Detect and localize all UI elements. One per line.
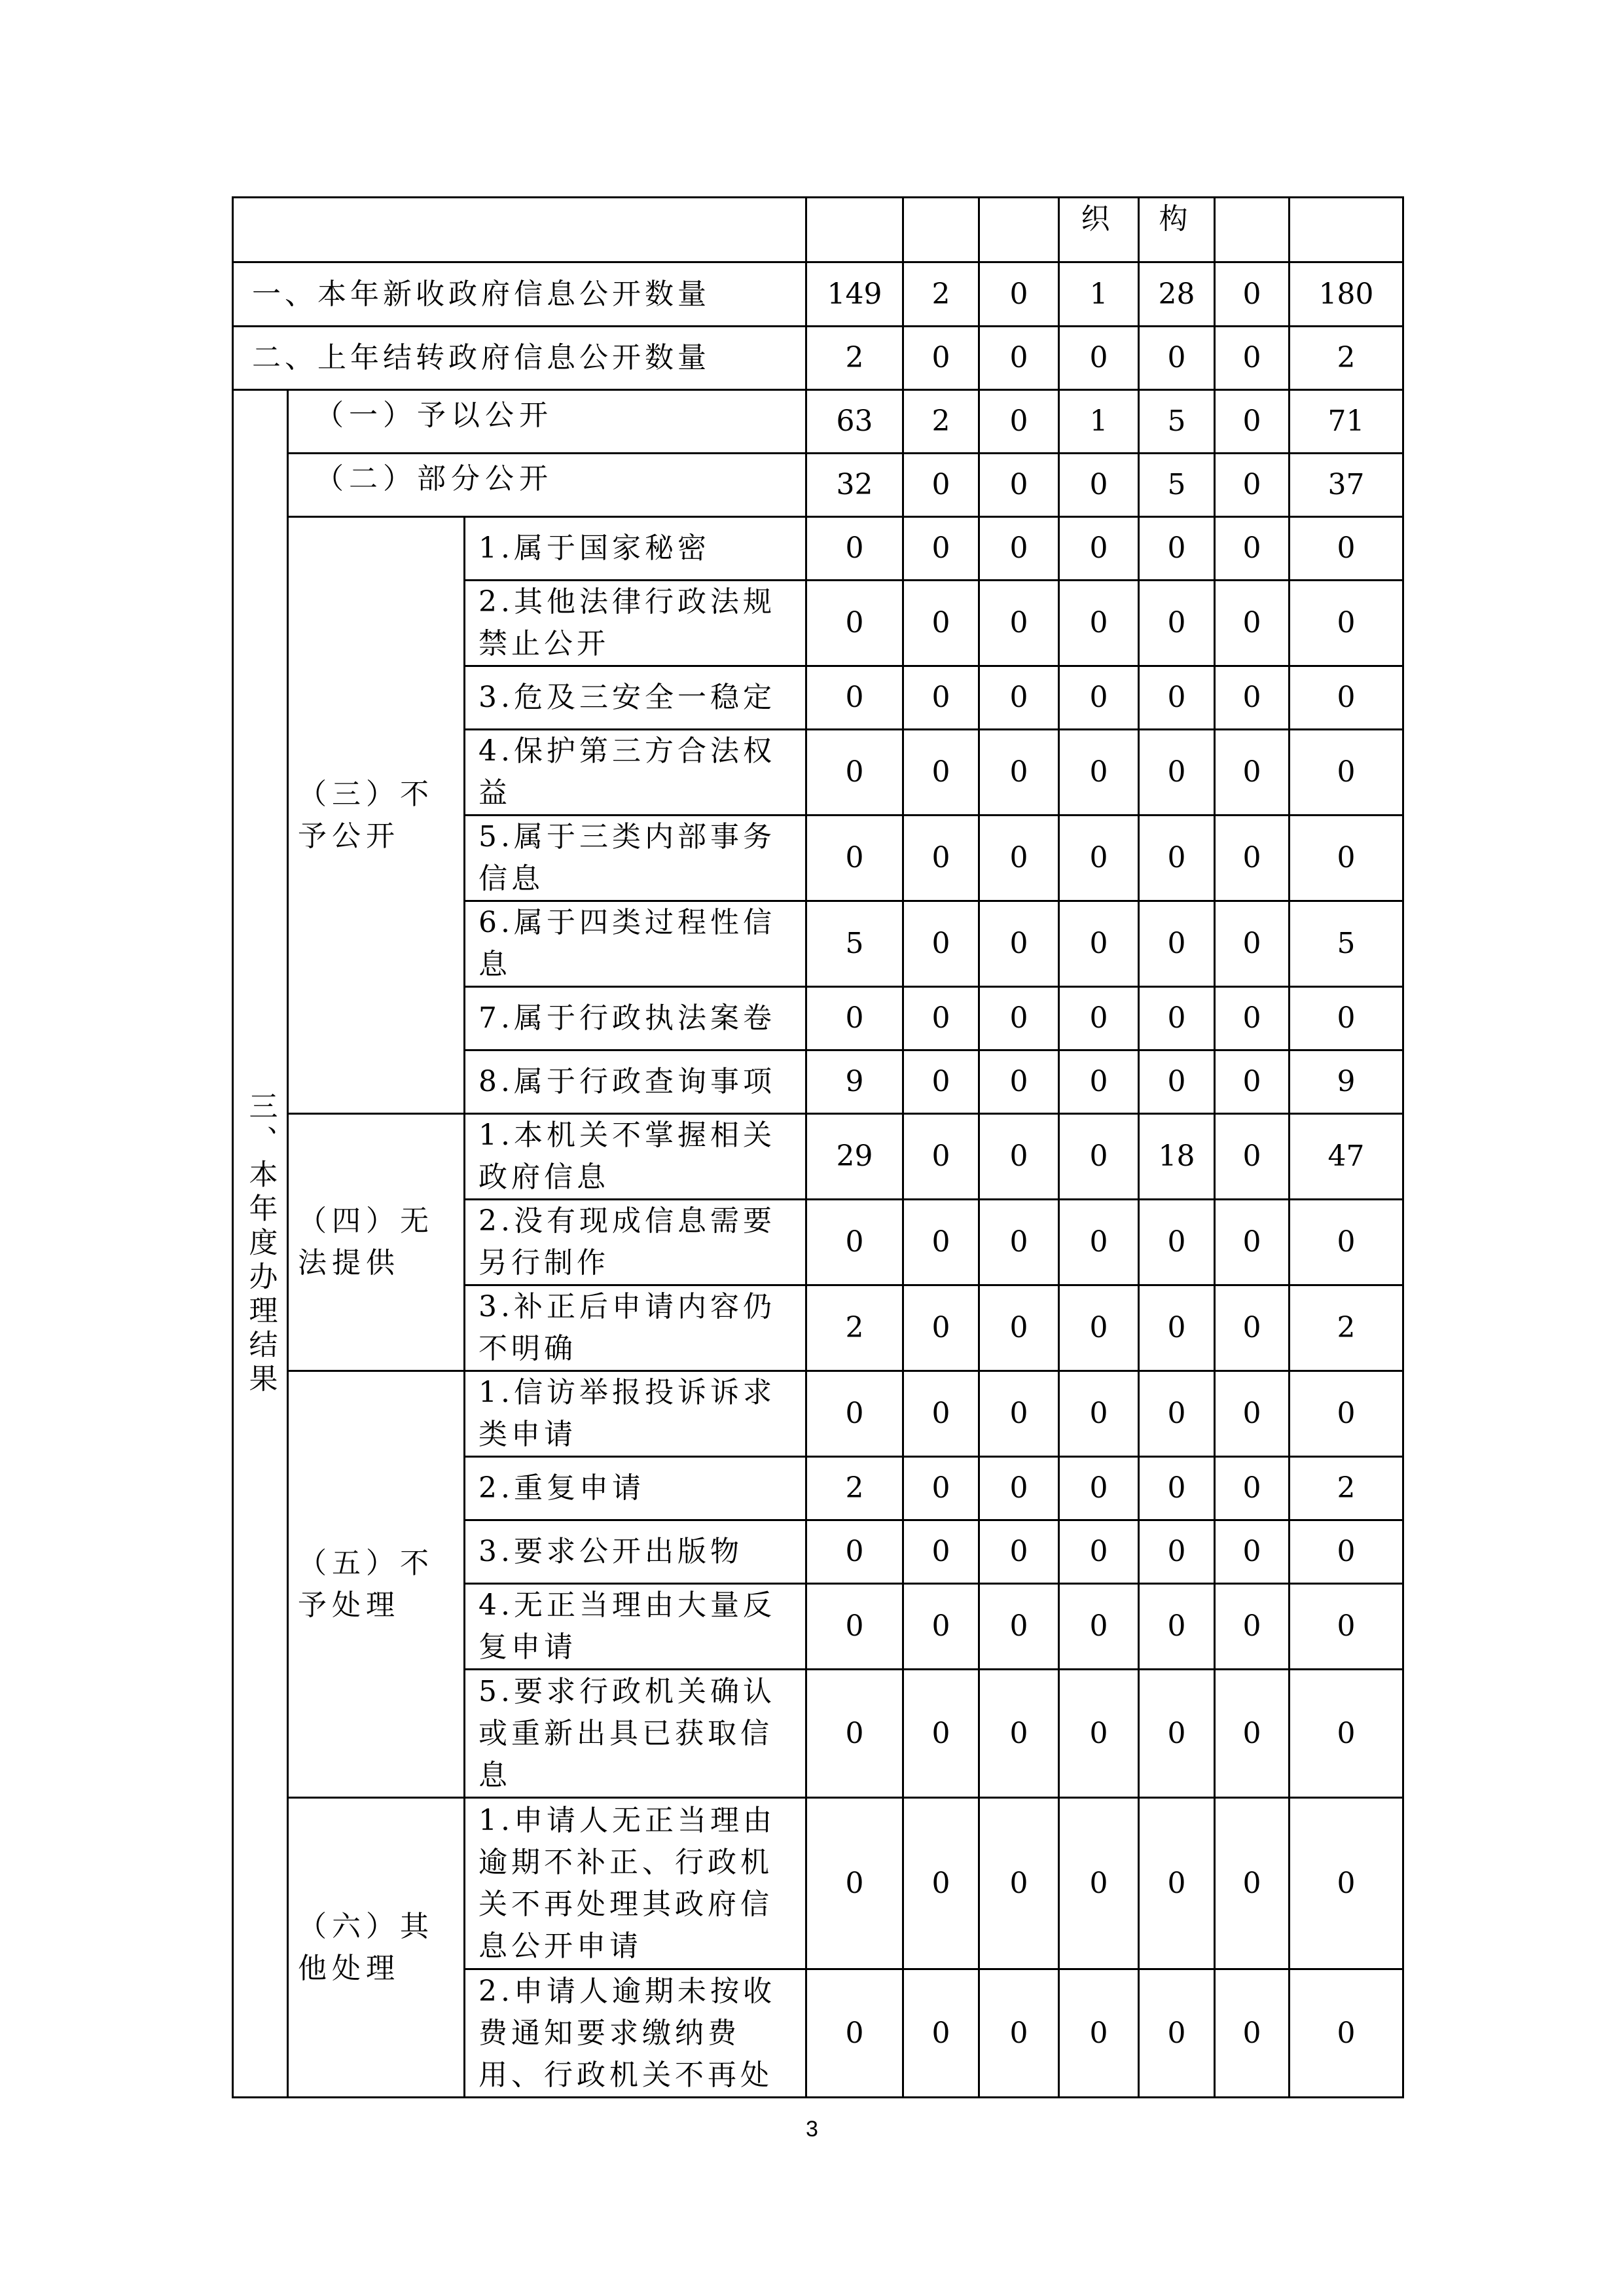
value-cell: 9 xyxy=(806,1050,903,1114)
value-cell: 0 xyxy=(1139,1670,1215,1798)
value-cell: 0 xyxy=(806,1520,903,1584)
value-cell: 0 xyxy=(1059,1584,1139,1670)
value-cell: 5 xyxy=(806,901,903,987)
row-label: 二、上年结转政府信息公开数量 xyxy=(233,327,806,390)
value-cell: 5 xyxy=(1139,454,1215,517)
item-label: 6.属于四类过程性信息 xyxy=(465,901,806,987)
value-cell: 0 xyxy=(903,1285,979,1371)
value-cell: 2 xyxy=(1290,1285,1403,1371)
value-cell: 0 xyxy=(1059,1371,1139,1457)
value-cell: 0 xyxy=(806,1969,903,2098)
value-cell: 0 xyxy=(979,517,1059,581)
value-cell: 0 xyxy=(903,901,979,987)
item-label: 1.本机关不掌握相关政府信息 xyxy=(465,1114,806,1200)
value-cell: 0 xyxy=(1139,1520,1215,1584)
value-cell: 0 xyxy=(1059,581,1139,666)
value-cell: 0 xyxy=(1215,1798,1290,1969)
header-cell xyxy=(1139,198,1215,262)
value-cell: 0 xyxy=(806,1798,903,1969)
header-text: 织 xyxy=(1081,202,1117,236)
value-cell: 0 xyxy=(979,1114,1059,1200)
table-row xyxy=(233,262,1403,327)
value-cell: 0 xyxy=(979,1200,1059,1285)
value-cell: 0 xyxy=(903,666,979,730)
value-cell: 0 xyxy=(1290,816,1403,901)
value-cell: 0 xyxy=(1290,666,1403,730)
value-cell: 0 xyxy=(1215,1200,1290,1285)
value-cell: 0 xyxy=(979,1969,1059,2098)
value-cell: 0 xyxy=(979,1798,1059,1969)
item-label: 1.申请人无正当理由逾期不补正、行政机关不再处理其政府信息公开申请 xyxy=(465,1798,806,1969)
value-cell: 0 xyxy=(1139,901,1215,987)
value-cell: 0 xyxy=(1059,454,1139,517)
value-cell: 0 xyxy=(979,1285,1059,1371)
value-cell: 0 xyxy=(903,1520,979,1584)
value-cell: 0 xyxy=(1290,1969,1403,2098)
value-cell: 0 xyxy=(1215,1285,1290,1371)
page-number: 3 xyxy=(806,2117,818,2142)
item-label: 2.申请人逾期未按收费通知要求缴纳费用、行政机关不再处 xyxy=(465,1969,806,2098)
value-cell: 0 xyxy=(1139,1200,1215,1285)
table-row xyxy=(233,390,1403,454)
value-cell: 1 xyxy=(1059,390,1139,454)
value-cell: 0 xyxy=(806,987,903,1050)
item-label: 3.补正后申请内容仍不明确 xyxy=(465,1285,806,1371)
value-cell: 32 xyxy=(806,454,903,517)
value-cell: 5 xyxy=(1290,901,1403,987)
value-cell: 0 xyxy=(1059,987,1139,1050)
value-cell: 0 xyxy=(1059,327,1139,390)
section-label-cell xyxy=(233,390,288,2098)
value-cell: 0 xyxy=(1290,730,1403,816)
group-label: （六）其他处理 xyxy=(288,1798,465,2098)
header-row xyxy=(233,198,1403,262)
header-cell xyxy=(1290,198,1403,262)
value-cell: 0 xyxy=(1059,1798,1139,1969)
value-cell: 0 xyxy=(1215,987,1290,1050)
table-row xyxy=(233,517,1403,581)
value-cell: 180 xyxy=(1290,262,1403,327)
value-cell: 0 xyxy=(1059,816,1139,901)
value-cell: 9 xyxy=(1290,1050,1403,1114)
value-cell: 47 xyxy=(1290,1114,1403,1200)
value-cell: 0 xyxy=(1290,517,1403,581)
value-cell: 0 xyxy=(1139,1050,1215,1114)
group-label: （四）无法提供 xyxy=(288,1114,465,1371)
value-cell: 0 xyxy=(1059,1114,1139,1200)
value-cell: 0 xyxy=(903,1584,979,1670)
value-cell: 29 xyxy=(806,1114,903,1200)
item-label: 1.信访举报投诉诉求类申请 xyxy=(465,1371,806,1457)
header-blank-cell xyxy=(233,198,806,262)
value-cell: 0 xyxy=(903,816,979,901)
value-cell: 0 xyxy=(903,454,979,517)
header-cell xyxy=(979,198,1059,262)
item-label: 4.无正当理由大量反复申请 xyxy=(465,1584,806,1670)
value-cell: 0 xyxy=(806,1200,903,1285)
value-cell: 0 xyxy=(1139,1969,1215,2098)
item-label: 2.其他法律行政法规禁止公开 xyxy=(465,581,806,666)
value-cell: 0 xyxy=(1290,1520,1403,1584)
value-cell: 0 xyxy=(1059,1969,1139,2098)
value-cell: 149 xyxy=(806,262,903,327)
value-cell: 0 xyxy=(1139,1457,1215,1520)
value-cell: 0 xyxy=(903,1200,979,1285)
value-cell: 0 xyxy=(1215,1584,1290,1670)
value-cell: 0 xyxy=(1290,1670,1403,1798)
value-cell: 71 xyxy=(1290,390,1403,454)
value-cell: 0 xyxy=(1215,730,1290,816)
value-cell: 0 xyxy=(1215,1969,1290,2098)
item-label: 4.保护第三方合法权益 xyxy=(465,730,806,816)
value-cell: 0 xyxy=(1290,581,1403,666)
item-label: 2.没有现成信息需要另行制作 xyxy=(465,1200,806,1285)
value-cell: 0 xyxy=(1139,327,1215,390)
item-label: 8.属于行政查询事项 xyxy=(465,1050,806,1114)
item-label: 3.危及三安全一稳定 xyxy=(465,666,806,730)
value-cell: 0 xyxy=(979,581,1059,666)
value-cell: 0 xyxy=(903,1050,979,1114)
value-cell: 0 xyxy=(979,1520,1059,1584)
value-cell: 0 xyxy=(979,1050,1059,1114)
value-cell: 0 xyxy=(1059,901,1139,987)
section-label: 三、本年度办理结果 xyxy=(244,1091,278,1397)
header-cell xyxy=(1215,198,1290,262)
value-cell: 0 xyxy=(806,581,903,666)
value-cell: 0 xyxy=(1059,1285,1139,1371)
value-cell: 0 xyxy=(903,581,979,666)
value-cell: 0 xyxy=(903,987,979,1050)
value-cell: 0 xyxy=(1215,581,1290,666)
value-cell: 0 xyxy=(1290,987,1403,1050)
value-cell: 0 xyxy=(1215,901,1290,987)
value-cell: 0 xyxy=(1059,1050,1139,1114)
value-cell: 2 xyxy=(806,1285,903,1371)
value-cell: 0 xyxy=(1215,327,1290,390)
row-label: （一）予以公开 xyxy=(288,390,806,454)
value-cell: 0 xyxy=(1290,1584,1403,1670)
value-cell: 0 xyxy=(1139,581,1215,666)
value-cell: 0 xyxy=(806,1371,903,1457)
item-label: 5.属于三类内部事务信息 xyxy=(465,816,806,901)
item-label: 1.属于国家秘密 xyxy=(465,517,806,581)
value-cell: 0 xyxy=(1139,1285,1215,1371)
value-cell: 2 xyxy=(903,262,979,327)
value-cell: 0 xyxy=(903,1798,979,1969)
value-cell: 2 xyxy=(806,327,903,390)
value-cell: 0 xyxy=(979,1670,1059,1798)
value-cell: 0 xyxy=(979,901,1059,987)
value-cell: 2 xyxy=(903,390,979,454)
table-row xyxy=(233,1371,1403,1457)
value-cell: 0 xyxy=(1215,517,1290,581)
value-cell: 0 xyxy=(903,1457,979,1520)
value-cell: 0 xyxy=(806,816,903,901)
value-cell: 0 xyxy=(1290,1798,1403,1969)
value-cell: 0 xyxy=(1215,1371,1290,1457)
value-cell: 0 xyxy=(1215,390,1290,454)
row-label: 一、本年新收政府信息公开数量 xyxy=(233,262,806,327)
value-cell: 0 xyxy=(1139,666,1215,730)
value-cell: 0 xyxy=(1290,1371,1403,1457)
value-cell: 0 xyxy=(979,327,1059,390)
header-cell xyxy=(1059,198,1139,262)
value-cell: 0 xyxy=(903,1371,979,1457)
value-cell: 0 xyxy=(903,1969,979,2098)
header-cell xyxy=(806,198,903,262)
value-cell: 0 xyxy=(1059,666,1139,730)
value-cell: 0 xyxy=(1139,987,1215,1050)
value-cell: 0 xyxy=(1059,517,1139,581)
value-cell: 0 xyxy=(806,1670,903,1798)
value-cell: 0 xyxy=(1139,1371,1215,1457)
value-cell: 0 xyxy=(979,816,1059,901)
value-cell: 0 xyxy=(1059,1457,1139,1520)
table-row xyxy=(233,1114,1403,1200)
item-label: 5.要求行政机关确认或重新出具已获取信息 xyxy=(465,1670,806,1798)
value-cell: 37 xyxy=(1290,454,1403,517)
value-cell: 63 xyxy=(806,390,903,454)
value-cell: 0 xyxy=(979,666,1059,730)
value-cell: 0 xyxy=(979,390,1059,454)
value-cell: 2 xyxy=(1290,327,1403,390)
value-cell: 0 xyxy=(1290,1200,1403,1285)
item-label: 3.要求公开出版物 xyxy=(465,1520,806,1584)
value-cell: 0 xyxy=(806,666,903,730)
value-cell: 0 xyxy=(1139,1584,1215,1670)
header-cell xyxy=(903,198,979,262)
value-cell: 28 xyxy=(1139,262,1215,327)
value-cell: 0 xyxy=(903,327,979,390)
value-cell: 0 xyxy=(979,730,1059,816)
table-row xyxy=(233,454,1403,517)
value-cell: 0 xyxy=(979,1584,1059,1670)
value-cell: 0 xyxy=(1215,1050,1290,1114)
value-cell: 0 xyxy=(1215,454,1290,517)
row-label: （二）部分公开 xyxy=(288,454,806,517)
value-cell: 18 xyxy=(1139,1114,1215,1200)
value-cell: 0 xyxy=(979,987,1059,1050)
header-text: 构 xyxy=(1159,202,1195,236)
value-cell: 0 xyxy=(1139,730,1215,816)
statistics-table xyxy=(232,196,1404,2098)
value-cell: 0 xyxy=(903,730,979,816)
item-label: 2.重复申请 xyxy=(465,1457,806,1520)
value-cell: 0 xyxy=(979,262,1059,327)
table-row xyxy=(233,327,1403,390)
value-cell: 0 xyxy=(1139,517,1215,581)
value-cell: 2 xyxy=(806,1457,903,1520)
value-cell: 0 xyxy=(1059,1520,1139,1584)
value-cell: 0 xyxy=(903,517,979,581)
value-cell: 0 xyxy=(1215,1670,1290,1798)
value-cell: 1 xyxy=(1059,262,1139,327)
value-cell: 0 xyxy=(1215,666,1290,730)
value-cell: 0 xyxy=(1059,1200,1139,1285)
table-row xyxy=(233,1798,1403,1969)
value-cell: 0 xyxy=(806,1584,903,1670)
value-cell: 0 xyxy=(979,454,1059,517)
value-cell: 0 xyxy=(1215,1520,1290,1584)
value-cell: 0 xyxy=(1215,1114,1290,1200)
group-label: （五）不予处理 xyxy=(288,1371,465,1798)
item-label: 7.属于行政执法案卷 xyxy=(465,987,806,1050)
value-cell: 0 xyxy=(903,1114,979,1200)
value-cell: 5 xyxy=(1139,390,1215,454)
value-cell: 0 xyxy=(1139,816,1215,901)
value-cell: 2 xyxy=(1290,1457,1403,1520)
value-cell: 0 xyxy=(979,1371,1059,1457)
value-cell: 0 xyxy=(1059,730,1139,816)
value-cell: 0 xyxy=(1215,1457,1290,1520)
group-label: （三）不予公开 xyxy=(288,517,465,1114)
value-cell: 0 xyxy=(1139,1798,1215,1969)
value-cell: 0 xyxy=(806,517,903,581)
value-cell: 0 xyxy=(979,1457,1059,1520)
value-cell: 0 xyxy=(1215,262,1290,327)
value-cell: 0 xyxy=(1059,1670,1139,1798)
value-cell: 0 xyxy=(1215,816,1290,901)
value-cell: 0 xyxy=(903,1670,979,1798)
value-cell: 0 xyxy=(806,730,903,816)
